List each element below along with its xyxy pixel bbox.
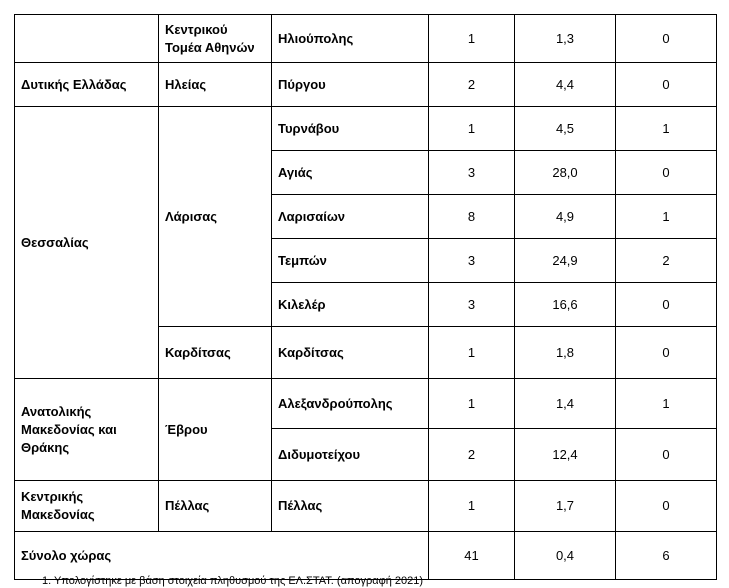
rate-cell: 1,4 <box>515 379 616 429</box>
table-row <box>15 15 717 63</box>
total-count: 41 <box>429 532 515 580</box>
count-cell: 2 <box>429 429 515 481</box>
other-cell: 1 <box>616 379 717 429</box>
total-other: 6 <box>616 532 717 580</box>
table-row <box>15 481 717 532</box>
municipality-cell: Πέλλας <box>272 481 429 532</box>
region-cell: Ανατολικής Μακεδονίας και Θράκης <box>15 379 159 481</box>
other-cell: 0 <box>616 15 717 63</box>
municipality-cell: Αλεξανδρούπολης <box>272 379 429 429</box>
unit-cell: Λάρισας <box>159 107 272 327</box>
other-cell: 0 <box>616 63 717 107</box>
municipality-cell: Λαρισαίων <box>272 195 429 239</box>
other-cell: 0 <box>616 283 717 327</box>
other-cell: 0 <box>616 327 717 379</box>
region-cell: Δυτικής Ελλάδας <box>15 63 159 107</box>
count-cell: 2 <box>429 63 515 107</box>
table-row <box>15 63 717 107</box>
table-row <box>15 107 717 151</box>
region-cell: Θεσσαλίας <box>15 107 159 379</box>
other-cell: 1 <box>616 195 717 239</box>
municipality-cell: Πύργου <box>272 63 429 107</box>
count-cell: 3 <box>429 151 515 195</box>
footnote: 1. Υπολογίστηκε με βάση στοιχεία πληθυσμού της ΕΛ.ΣΤΑΤ. (απογραφή 2021) <box>42 575 424 587</box>
other-cell: 2 <box>616 239 717 283</box>
rate-cell: 1,7 <box>515 481 616 532</box>
region-cell: Κεντρικής Μακεδονίας <box>15 481 159 532</box>
rate-cell: 12,4 <box>515 429 616 481</box>
region-cell <box>15 15 159 63</box>
municipality-cell: Τεμπών <box>272 239 429 283</box>
rate-cell: 1,3 <box>515 15 616 63</box>
count-cell: 1 <box>429 327 515 379</box>
other-cell: 0 <box>616 151 717 195</box>
municipality-cell: Αγιάς <box>272 151 429 195</box>
count-cell: 1 <box>429 481 515 532</box>
count-cell: 1 <box>429 107 515 151</box>
total-label: Σύνολο χώρας <box>15 532 429 580</box>
unit-cell: Κεντρικού Τομέα Αθηνών <box>159 15 272 63</box>
rate-cell: 24,9 <box>515 239 616 283</box>
municipality-cell: Διδυμοτείχου <box>272 429 429 481</box>
total-rate: 0,4 <box>515 532 616 580</box>
unit-cell: Ηλείας <box>159 63 272 107</box>
count-cell: 3 <box>429 283 515 327</box>
other-cell: 1 <box>616 107 717 151</box>
count-cell: 8 <box>429 195 515 239</box>
rate-cell: 16,6 <box>515 283 616 327</box>
count-cell: 1 <box>429 379 515 429</box>
unit-cell: Πέλλας <box>159 481 272 532</box>
rate-cell: 28,0 <box>515 151 616 195</box>
count-cell: 3 <box>429 239 515 283</box>
data-table <box>14 14 717 580</box>
rate-cell: 1,8 <box>515 327 616 379</box>
table-row <box>15 379 717 429</box>
other-cell: 0 <box>616 481 717 532</box>
municipality-cell: Ηλιούπολης <box>272 15 429 63</box>
municipality-cell: Κιλελέρ <box>272 283 429 327</box>
other-cell: 0 <box>616 429 717 481</box>
rate-cell: 4,5 <box>515 107 616 151</box>
municipality-cell: Καρδίτσας <box>272 327 429 379</box>
unit-cell: Καρδίτσας <box>159 327 272 379</box>
rate-cell: 4,9 <box>515 195 616 239</box>
rate-cell: 4,4 <box>515 63 616 107</box>
municipality-cell: Τυρνάβου <box>272 107 429 151</box>
count-cell: 1 <box>429 15 515 63</box>
total-row <box>15 532 717 580</box>
unit-cell: Έβρου <box>159 379 272 481</box>
